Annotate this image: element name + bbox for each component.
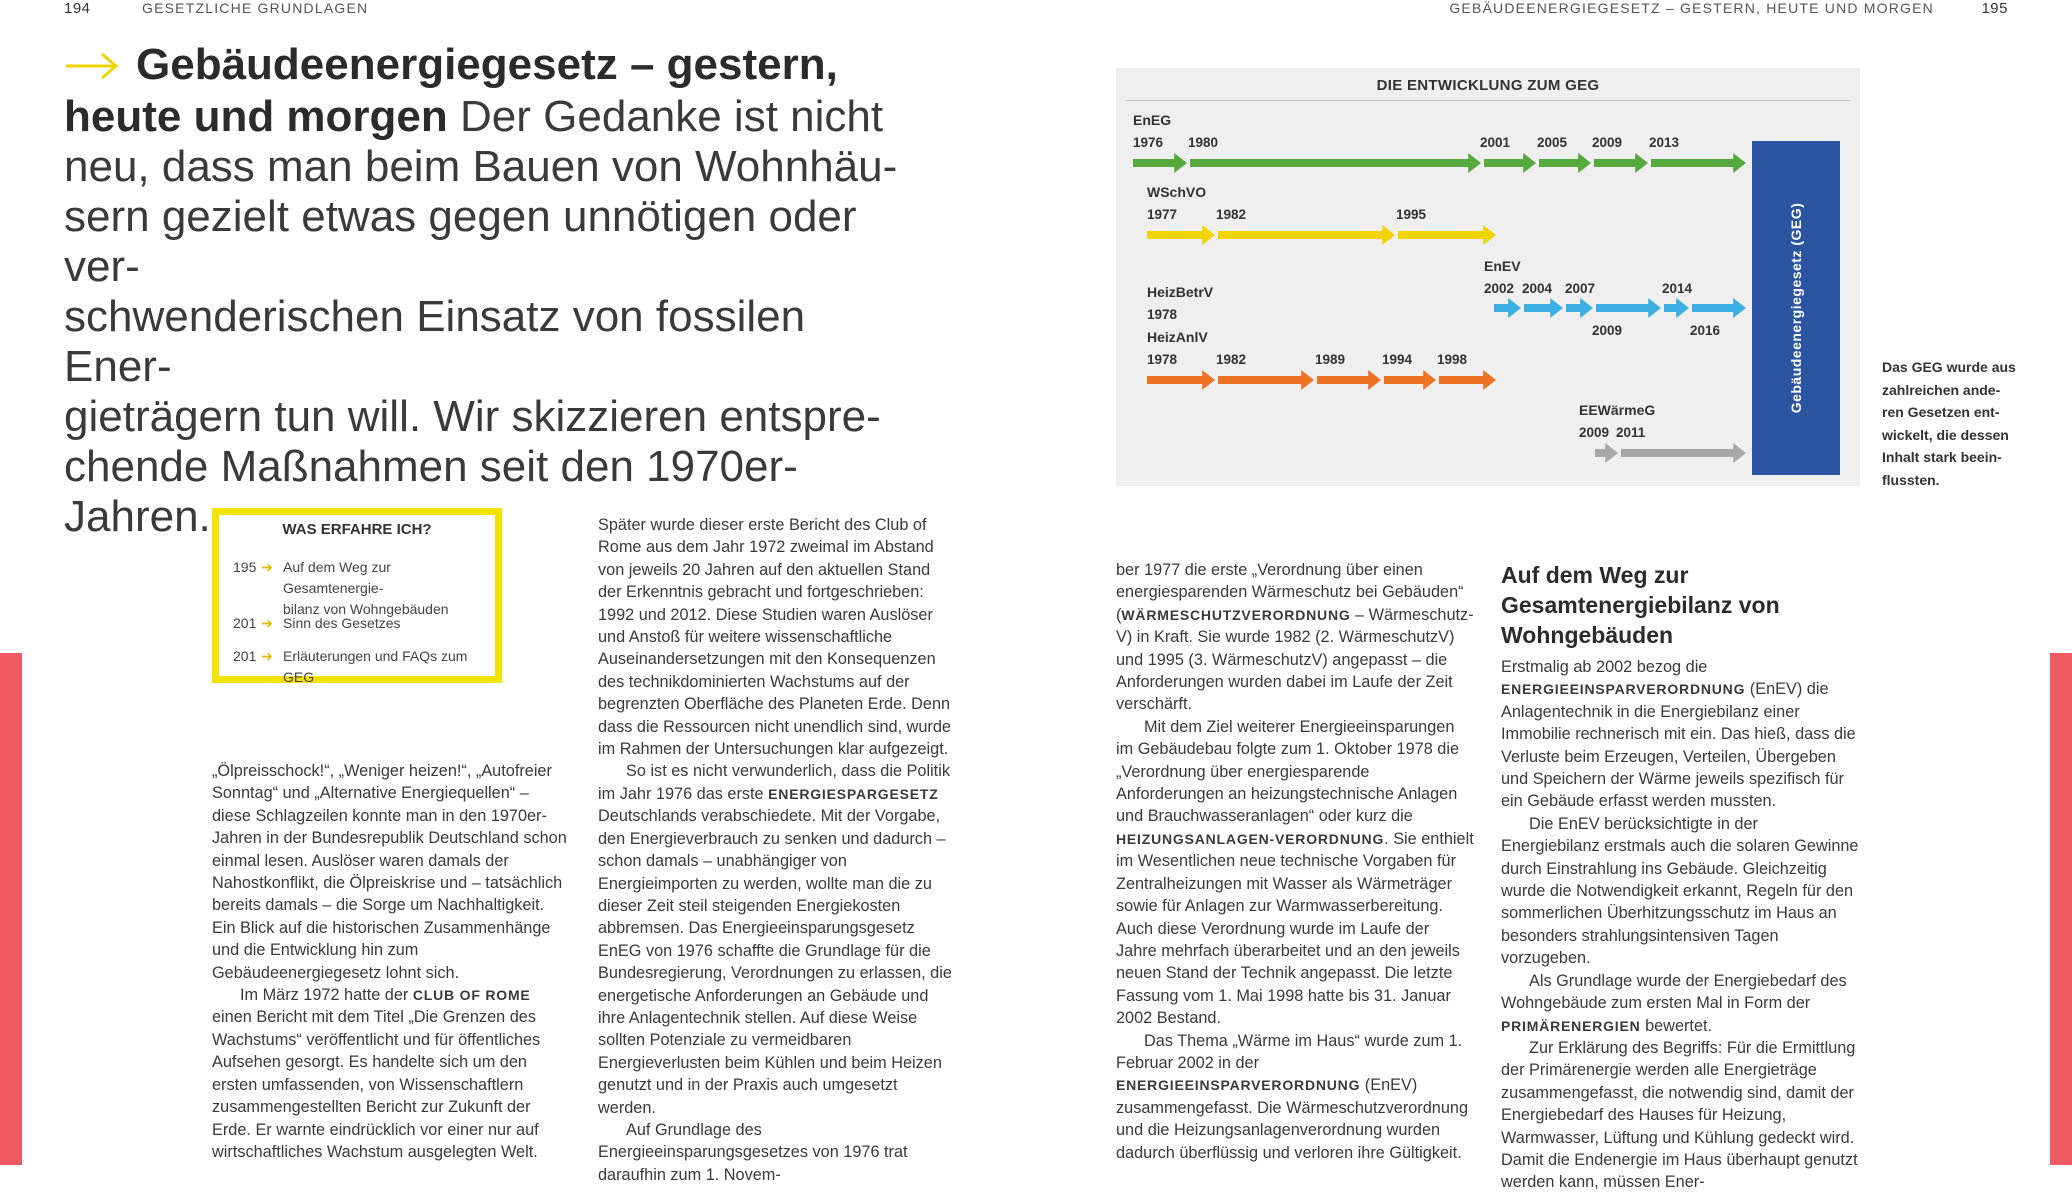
lead-title-line2: heute und morgen <box>64 92 448 142</box>
geg-block <box>1752 141 1840 475</box>
lead-paragraph <box>64 40 904 542</box>
year-label: 2002 <box>1484 281 1515 296</box>
running-head-right: GEBÄUDEENERGIEGESETZ – GESTERN, HEUTE UND MORGEN <box>1449 0 1934 16</box>
law-label-enev: EnEV <box>1484 258 1521 274</box>
arrow-right-icon: ➔ <box>261 615 273 631</box>
contents-item[interactable] <box>233 646 493 688</box>
small-caps-term: PRIMÄRENERGIEN <box>1501 1017 1641 1034</box>
year-label: 2009 <box>1579 425 1610 440</box>
diagram-caption <box>1882 356 2022 491</box>
year-label: 2007 <box>1565 281 1596 296</box>
year-label: 1976 <box>1133 135 1164 150</box>
law-label-heizanlv: HeizAnlV <box>1147 329 1208 345</box>
timeline-arrow <box>1133 153 1187 173</box>
caption-line: ren Gesetzen ent- <box>1882 404 2000 420</box>
arrow-right-icon <box>64 42 124 92</box>
year-label: 2009 <box>1592 135 1623 150</box>
paragraph: Zur Erklärung des Begriffs: Für die Ermittlung der Primärenergie werden alle Energieträge zusammengefasst, die notwendig sind, damit der Energiebedarf des Hauses für Heizung, Warmwasser, Lüftung und Kühlung gedeckt wird. Damit die Endenergie im Haus überhaupt genutzt werden kann, müssen Ener- <box>1501 1038 1858 1192</box>
diagram-title: DIE ENTWICKLUNG ZUM GEG <box>1376 77 1600 94</box>
year-label: 1978 <box>1147 307 1178 322</box>
timeline-arrow <box>1539 153 1591 173</box>
timeline-arrow <box>1596 298 1661 318</box>
timeline-arrows <box>1116 68 1860 486</box>
contents-item-text: Auf dem Weg zur Gesamtenergie- <box>283 559 391 596</box>
timeline-arrow <box>1566 298 1593 318</box>
contents-item[interactable] <box>233 613 493 634</box>
contents-item-page: 201 <box>233 648 257 664</box>
body-column-3 <box>1116 559 1474 1164</box>
paragraph: Das Thema „Wärme im Haus“ wurde zum 1. Februar 2002 in der ENERGIEEINSPARVERORDNUNG (EnEV) zusammengefasst. Die Wärmeschutzverordnung und die Heizungsanlagenverordnung wurden dadurch überflüssig und verloren ihre Gültigkeit. <box>1116 1031 1469 1162</box>
paragraph: Mit dem Ziel weiterer Energieeinsparungen im Gebäudebau folgte zum 1. Oktober 1978 die „Verordnung über energiesparende Anforderungen an heizungstechnische Anlagen und Brauchwasseranlagen“ oder kurz die HEIZUNGSANLAGEN-VERORDNUNG. Sie enthielt im Wesentlichen neue technische Vorgaben für Zentralheizungen mit Wasser als Wärmeträger sowie für Anlagen zur Warmwasserbereitung. Auch diese Verordnung wurde im Laufe der Jahre mehrfach überarbeitet und an den jeweils neuen Stand der Technik angepasst. Die letzte Fassung vom 1. Mai 1998 hatte bis 31. Januar 2002 Bestand. <box>1116 717 1474 1028</box>
timeline-arrow <box>1494 298 1521 318</box>
timeline-diagram <box>1116 68 1860 486</box>
side-marker-left <box>0 653 22 1165</box>
paragraph: Im März 1972 hatte der CLUB OF ROME einen Bericht mit dem Titel „Die Grenzen des Wachstums“ veröffentlicht und für öffentliches Aufsehen gesorgt. Es handelte sich um den ersten umfassenden, von Wissenschaftlern zusammengestellten Bericht zur Zukunft der Erde. Er warnte eindrücklich vor einer nur auf wirtschaftliches Wachstum ausgelegten Welt. <box>212 986 541 1161</box>
year-label: 2001 <box>1480 135 1511 150</box>
year-label: 1995 <box>1396 207 1427 222</box>
small-caps-term: ENERGIESPARGESETZ <box>768 785 939 802</box>
law-label-heizbetrv: HeizBetrV <box>1147 284 1214 300</box>
lead-text: Der Gedanke ist nicht <box>447 92 884 142</box>
timeline-arrow <box>1317 370 1381 390</box>
timeline-arrow <box>1595 443 1618 463</box>
lead-title-line1: Gebäudeenergiegesetz – gestern, <box>136 40 838 89</box>
law-label-eewaermeg: EEWärmeG <box>1579 402 1656 418</box>
page-number-right: 195 <box>1981 0 2008 17</box>
year-label: 2009 <box>1592 323 1623 338</box>
small-caps-term: ENERGIEEINSPARVERORDNUNG <box>1501 681 1746 698</box>
paragraph: ber 1977 die erste „Verordnung über einen energiesparenden Wärmeschutz bei Gebäuden“ (WÄRMESCHUTZVERORDNUNG – WärmeschutzV) in Kraft. Sie wurde 1982 (2. WärmeschutzV) und 1995 (3. WärmeschutzV) angepasst – die Anforderungen wurden dabei im Laufe der Zeit verschärft. <box>1116 561 1474 714</box>
timeline-arrow <box>1398 225 1496 245</box>
year-label: 1982 <box>1216 352 1247 367</box>
paragraph: Als Grundlage wurde der Energiebedarf des Wohngebäude zum ersten Mal in Form der PRIMÄRENERGIEN bewertet. <box>1501 971 1847 1035</box>
lead-line: neu, dass man beim Bauen von Wohnhäu- <box>64 142 898 192</box>
contents-item-page: 201 <box>233 615 257 631</box>
body-column-1 <box>212 760 570 1163</box>
timeline-arrow <box>1147 370 1215 390</box>
timeline-arrow <box>1651 153 1746 173</box>
law-label-eneg: EnEG <box>1133 112 1172 128</box>
contents-box-title: WAS ERFAHRE ICH? <box>282 521 432 538</box>
contents-item[interactable] <box>233 557 493 620</box>
paragraph: So ist es nicht verwunderlich, dass die Politik im Jahr 1976 das erste ENERGIESPARGESETZ Deutschlands verabschiedete. Mit der Vorgabe, den Energieverbrauch zu senken und dadurch – schon damals – unabhängiger von Energieimporten zu werden, wollte man die zu dieser Zeit steil steigenden Energiekosten abbremsen. Das Energieeinsparungsgesetz EnEG von 1976 schaffte die Grundlage für die Bundesregierung, Verordnungen zu erlassen, die energetische Anforderungen an Gebäude und ihre Anlagentechnik stellen. Auf diese Weise sollten Potenziale zu vermeidbaren Energieverlusten beim Kühlen und beim Heizen genutzt und in der Praxis auch umgesetzt werden. <box>598 762 952 1117</box>
body-column-4 <box>1501 560 1859 1194</box>
year-label: 2004 <box>1522 281 1553 296</box>
year-label: 2011 <box>1616 425 1646 440</box>
year-label: 2005 <box>1537 135 1568 150</box>
body-column-2 <box>598 514 956 1186</box>
caption-line: zahlreichen ande- <box>1882 381 2001 398</box>
paragraph: Die EnEV berücksichtigte in der Energiebilanz erstmals auch die solaren Gewinne durch Einstrahlung ins Gebäude. Gleichzeitig wurde die Notwendigkeit erkannt, Regeln für den sommerlichen Überhitzungsschutz im Haus an besonders strahlungsintensiven Tagen vorzugeben. <box>1501 814 1859 968</box>
timeline-arrow <box>1439 370 1496 390</box>
year-label: 1989 <box>1315 352 1346 367</box>
year-label: 1982 <box>1216 207 1247 222</box>
small-caps-term: WÄRMESCHUTZVERORDNUNG <box>1121 606 1351 623</box>
timeline-arrow <box>1218 370 1314 390</box>
year-label: 2013 <box>1649 135 1680 150</box>
timeline-arrow <box>1594 153 1648 173</box>
arrow-right-icon: ➔ <box>261 648 273 664</box>
caption-line: wickelt, die dessen <box>1882 426 2009 443</box>
paragraph: Erstmalig ab 2002 bezog die ENERGIEEINSPARVERORDNUNG (EnEV) die Anlagentechnik in die Energiebilanz einer Immobilie rechnerisch mit ein. Das hieß, dass die Verluste beim Erzeugen, Verteilen, Übergeben und Speichern der Wärme jeweils spezifisch für ein Gebäude erfasst werden mussten. <box>1501 658 1856 811</box>
caption-line: Inhalt stark beein- <box>1882 449 2002 465</box>
running-head-left: GESETZLICHE GRUNDLAGEN <box>142 0 369 16</box>
timeline-arrow <box>1147 225 1215 245</box>
contents-item-page: 195 <box>233 559 257 575</box>
geg-label: Gebäudeenergiegesetz (GEG) <box>1788 202 1804 414</box>
small-caps-term: ENERGIEEINSPARVERORDNUNG <box>1116 1077 1361 1094</box>
timeline-arrow <box>1524 298 1563 318</box>
law-label-wschvo: WSchVO <box>1147 184 1207 200</box>
contents-item-text: Erläuterungen und FAQs zum GEG <box>283 648 468 685</box>
arrow-right-icon: ➔ <box>261 559 273 575</box>
timeline-arrow <box>1218 225 1395 245</box>
year-label: 1994 <box>1382 352 1413 367</box>
timeline-arrow <box>1621 443 1746 463</box>
year-label: 1980 <box>1188 135 1219 150</box>
year-label: 1978 <box>1147 352 1178 367</box>
timeline-arrow <box>1664 298 1689 318</box>
contents-item-text: Sinn des Gesetzes <box>283 615 401 631</box>
year-label: 2014 <box>1662 281 1693 296</box>
lead-line: sern gezielt etwas gegen unnötigen oder ver- <box>64 192 857 292</box>
year-label: 2016 <box>1690 323 1721 338</box>
lead-line: schwenderischen Einsatz von fossilen Ener- <box>64 292 806 392</box>
page-number-left: 194 <box>64 0 91 17</box>
year-label: 1977 <box>1147 207 1178 222</box>
side-marker-right <box>2050 653 2072 1165</box>
small-caps-term: HEIZUNGSANLAGEN-VERORDNUNG <box>1116 830 1385 847</box>
lead-line: gieträgern tun will. Wir skizzieren entspre- <box>64 392 881 442</box>
contents-box <box>212 508 502 683</box>
timeline-arrow <box>1484 153 1536 173</box>
paragraph: Auf Grundlage des Energieeinsparungsgesetzes von 1976 trat daraufhin zum 1. Novem- <box>598 1120 908 1184</box>
timeline-arrow <box>1692 298 1746 318</box>
timeline-arrow <box>1190 153 1481 173</box>
year-label: 1998 <box>1437 352 1468 367</box>
paragraph: „Ölpreisschock!“, „Weniger heizen!“, „Autofreier Sonntag“ und „Alternative Energiequellen“ – diese Schlagzeilen konnte man in den 1970er-Jahren in der Bundesrepublik Deutschland schon einmal lesen. Auslöser waren damals der Nahostkonflikt, die Ölpreiskrise und – tatsächlich bereits damals – die Sorge um Nachhaltigkeit. Ein Blick auf die historischen Zusammenhänge und die Entwicklung hin zum Gebäudeenergiegesetz lohnt sich. <box>212 762 567 982</box>
timeline-arrow <box>1384 370 1436 390</box>
caption-line: flussten. <box>1882 471 1940 488</box>
section-heading: Auf dem Weg zur Gesamtenergiebilanz von Wohngebäuden <box>1501 562 1780 648</box>
caption-line: Das GEG wurde aus <box>1882 359 2016 375</box>
lead-line: chende Maßnahmen seit den 1970er-Jahren. <box>64 442 798 542</box>
contents-item-text: bilanz von Wohngebäuden <box>283 601 449 617</box>
paragraph: Später wurde dieser erste Bericht des Club of Rome aus dem Jahr 1972 zweimal im Abstand von jeweils 20 Jahren auf den aktuellen Stand der Erkenntnis gebracht und fortgeschrieben: 1992 und 2012. Diese Studien waren Auslöser und Anstoß für weitere wissenschaftliche Auseinandersetzungen mit den Konsequenzen des technikdominierten Wachstums auf der begrenzten Oberfläche des Planeten Erde. Denn dass die Ressourcen nicht unendlich sind, wurde im Rahmen der Untersuchungen klar aufgezeigt. <box>598 516 951 759</box>
small-caps-term: CLUB OF ROME <box>412 987 531 1004</box>
